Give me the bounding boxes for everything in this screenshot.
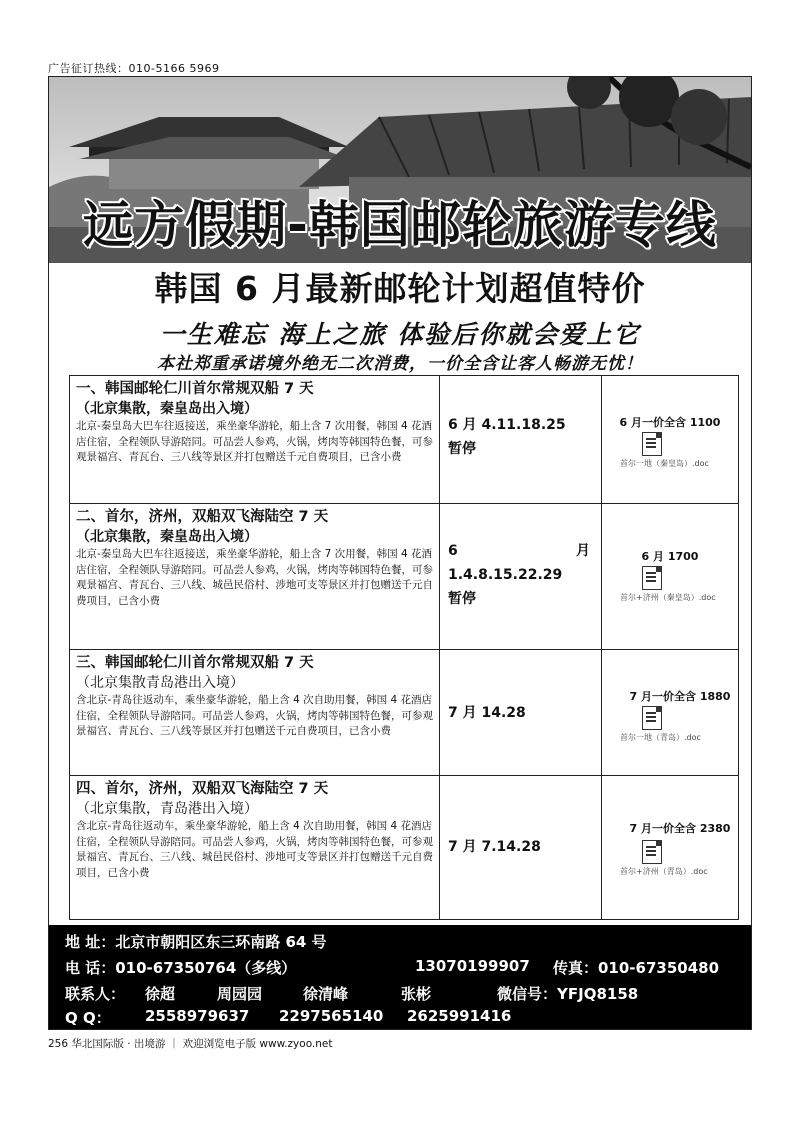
departure-month: 6 — [448, 543, 458, 559]
departure-dates-cell — [440, 776, 602, 920]
qq-number: 2558979637 — [145, 1007, 250, 1025]
departure-dates: 7 月 14.28 — [448, 705, 526, 721]
route-price: 7 月一价全含 1880 — [629, 690, 731, 703]
phone: 电 话：010-67350764（多线） — [65, 959, 297, 977]
contact-person: 张彬 — [401, 985, 432, 1003]
headline: 韩国 6 月最新邮轮计划超值特价 — [154, 269, 646, 308]
route-title: 四、首尔，济州，双船双飞海陆空 7 天 — [76, 781, 329, 797]
slogan: 一生难忘 海上之旅 体验后你就会爱上它 — [159, 320, 641, 349]
suspended-note: 暂停 — [448, 591, 476, 607]
departure-dates: 7 月 7.14.28 — [448, 839, 541, 855]
route-description-cell — [70, 776, 440, 920]
qq-number: 2297565140 — [279, 1007, 384, 1025]
document-icon[interactable] — [642, 432, 662, 456]
route-table — [69, 375, 739, 920]
ad-hotline: 广告征订热线：010-5166 5969 — [48, 62, 220, 75]
promise-notice: 本社郑重承诺境外绝无二次消费，一价全含让客人畅游无忧！ — [157, 354, 643, 374]
route-subtitle: （北京集散青岛港出入境） — [76, 675, 244, 691]
suspended-note: 暂停 — [448, 441, 476, 457]
route-details: 北京-秦皇岛大巴车往返接送，乘坐豪华游轮，船上含 7 次用餐，韩国 4 花酒店住宿，全程领队导游陪同。可品尝人参鸡，火锅，烤肉等韩国特色餐，可参观景福宫、青瓦台、三八线等景区并打包赠送千元自费项目，已含小费 — [76, 420, 433, 464]
qq-label: Q Q： — [65, 1009, 111, 1027]
departure-dates-cell — [440, 504, 602, 649]
attachment-filename[interactable]: 首尔+济州（青岛）.doc — [620, 867, 708, 876]
price-cell — [602, 504, 738, 649]
route-description-cell — [70, 376, 440, 503]
table-row — [70, 776, 738, 920]
departure-dates-cell — [440, 650, 602, 775]
route-price: 6 月 1700 — [641, 550, 699, 563]
route-details: 含北京-青岛往返动车，乘坐豪华游轮，船上含 4 次自助用餐，韩国 4 花酒店住宿，全程领队导游陪同。可品尝人参鸡，火锅，烤肉等韩国特色餐，可参观景福宫、青瓦台、三八线等景区并打包赠送千元自费项目，已含小费 — [76, 694, 433, 738]
contact-person: 周园园 — [217, 985, 263, 1003]
route-subtitle: （北京集散，青岛港出入境） — [76, 801, 258, 817]
contact-footer — [49, 925, 751, 1030]
contact-label: 联系人： — [65, 985, 126, 1003]
route-description-cell — [70, 504, 440, 649]
document-icon[interactable] — [642, 706, 662, 730]
address: 地 址：北京市朝阳区东三环南路 64 号 — [65, 933, 327, 951]
route-description-cell — [70, 650, 440, 775]
wechat-id: 微信号：YFJQ8158 — [497, 985, 639, 1003]
route-details: 含北京-青岛往返动车，乘坐豪华游轮，船上含 4 次自助用餐，韩国 4 花酒店住宿，全程领队导游陪同。可品尝人参鸡，火锅，烤肉等韩国特色餐，可参观景福宫、青瓦台、三八线、城邑民俗村、涉地可支等景区并打包赠送千元自费项目，已含小费 — [76, 820, 433, 879]
route-subtitle: （北京集散，秦皇岛出入境） — [76, 401, 258, 417]
route-title: 三、韩国邮轮仁川首尔常规双船 7 天 — [76, 655, 314, 671]
route-price: 7 月一价全含 2380 — [629, 822, 731, 835]
route-price: 6 月一价全含 1100 — [619, 416, 721, 429]
table-row — [70, 376, 738, 504]
qq-number: 2625991416 — [407, 1007, 512, 1025]
departure-dates: 1.4.8.15.22.29 — [448, 567, 563, 583]
document-icon[interactable] — [642, 566, 662, 590]
price-cell — [602, 650, 738, 775]
advertisement-frame — [48, 76, 752, 1030]
departure-dates: 6 月 4.11.18.25 — [448, 417, 566, 433]
attachment-filename[interactable]: 首尔一地（青岛）.doc — [620, 733, 701, 742]
table-row — [70, 650, 738, 776]
mobile-number: 13070199907 — [415, 957, 530, 975]
banner-title: 远方假期-韩国邮轮旅游专线 — [83, 196, 717, 254]
price-cell — [602, 776, 738, 920]
contact-person: 徐清峰 — [303, 985, 349, 1003]
attachment-filename[interactable]: 首尔一地（秦皇岛）.doc — [620, 459, 709, 468]
document-icon[interactable] — [642, 840, 662, 864]
table-row — [70, 504, 738, 650]
route-subtitle: （北京集散，秦皇岛出入境） — [76, 529, 258, 545]
price-cell — [602, 376, 738, 503]
departure-dates-cell — [440, 376, 602, 503]
departure-month-unit: 月 — [576, 543, 590, 559]
fax-number: 传真：010-67350480 — [553, 959, 720, 977]
route-title: 一、韩国邮轮仁川首尔常规双船 7 天 — [76, 381, 314, 397]
contact-person: 徐超 — [145, 985, 176, 1003]
page-footer: 256 华北国际版 · 出境游 ｜ 欢迎浏览电子版 www.zyoo.net — [48, 1038, 333, 1050]
attachment-filename[interactable]: 首尔+济州（秦皇岛）.doc — [620, 593, 716, 602]
route-details: 北京-秦皇岛大巴车往返接送，乘坐豪华游轮，船上含 7 次用餐，韩国 4 花酒店住宿，全程领队导游陪同。可品尝人参鸡，火锅，烤肉等韩国特色餐，可参观景福宫、青瓦台、三八线、城邑民俗村、涉地可支等景区并打包赠送千元自费项目，已含小费 — [76, 548, 433, 607]
route-title: 二、首尔，济州，双船双飞海陆空 7 天 — [76, 509, 329, 525]
